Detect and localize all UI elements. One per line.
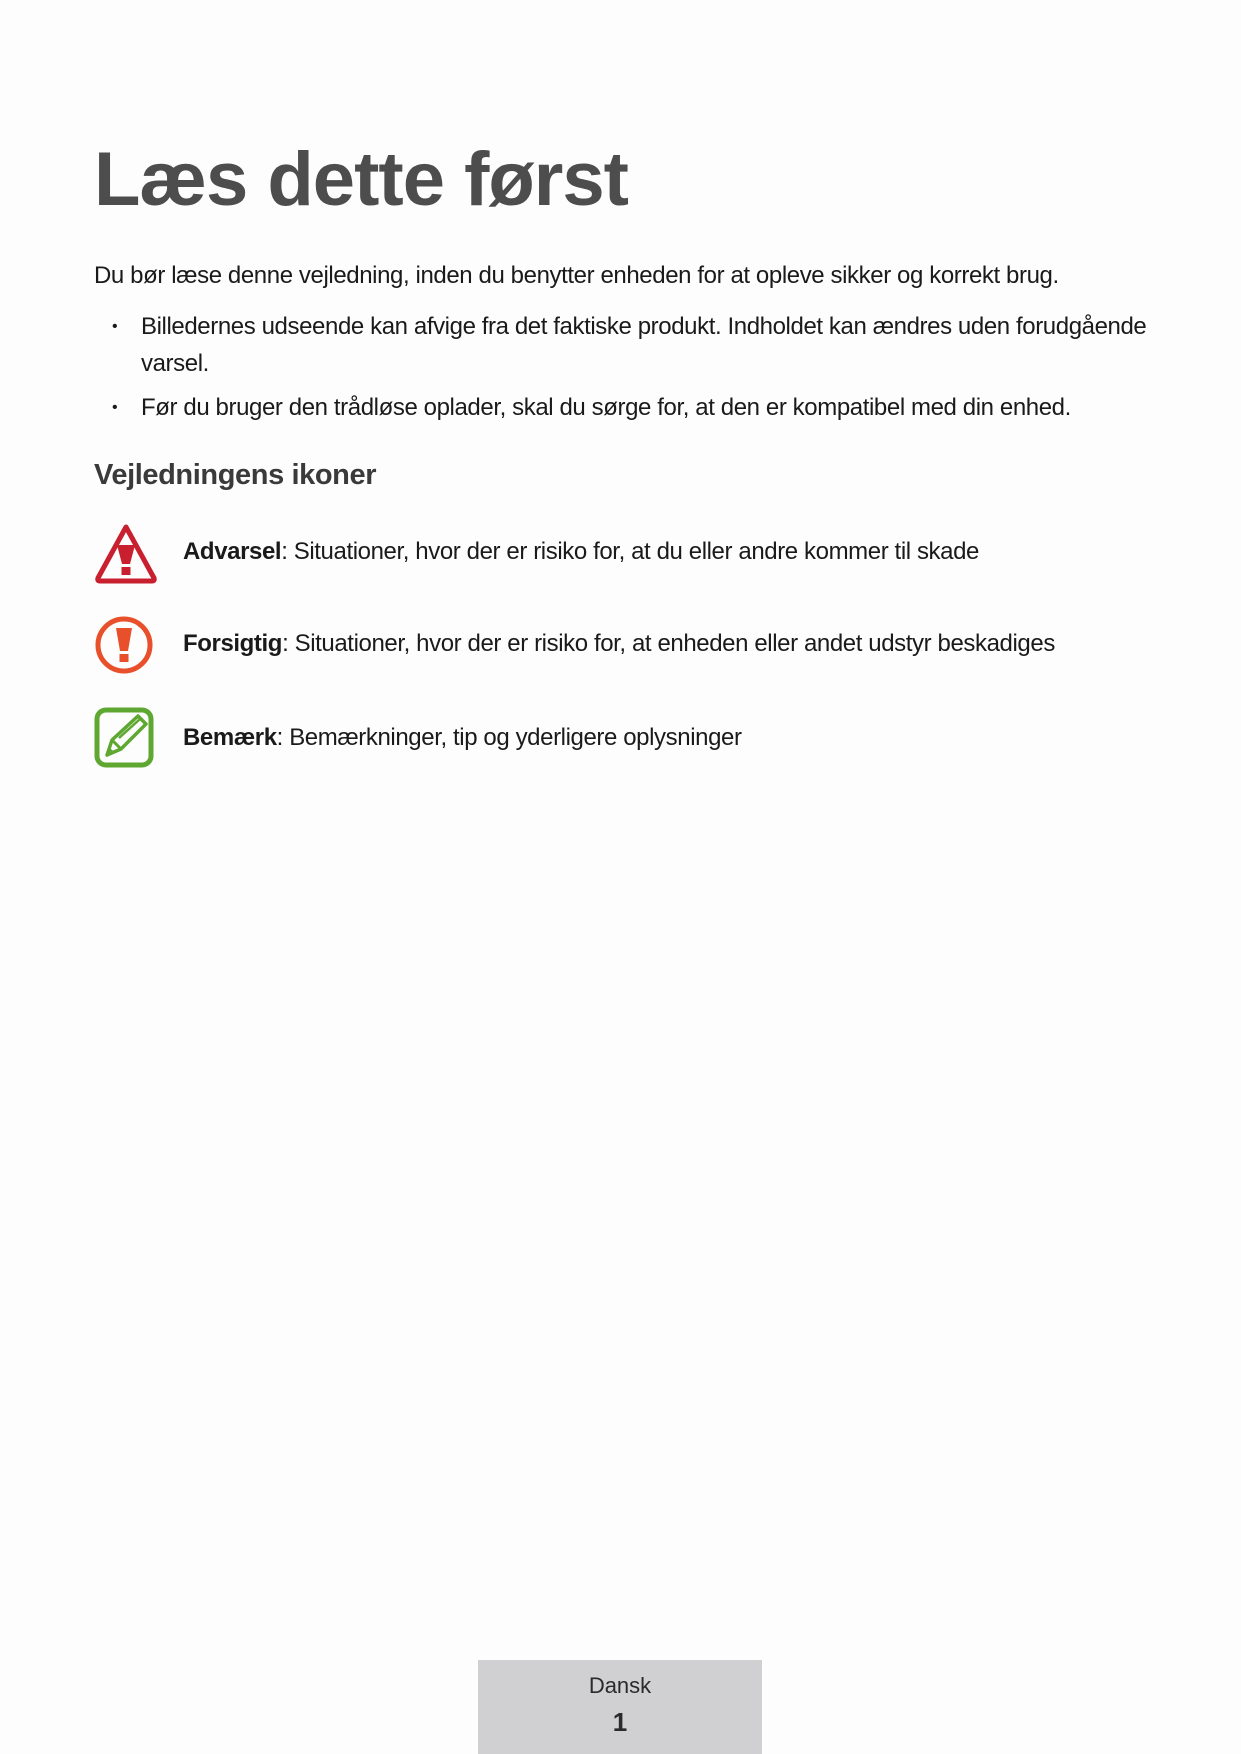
warning-triangle-icon [94, 522, 158, 586]
icon-label: Advarsel [183, 538, 282, 565]
caution-circle-icon [94, 613, 158, 677]
icon-text: : Bemærkninger, tip og yderligere oplysninger [276, 724, 742, 751]
icon-text: : Situationer, hvor der er risiko for, at enheden eller andet udstyr beskadiges [282, 630, 1055, 657]
icon-label: Forsigtig [183, 630, 283, 657]
icon-text: : Situationer, hvor der er risiko for, at du eller andre kommer til skade [281, 538, 979, 565]
page-title: Læs dette først [94, 137, 628, 222]
page-number: 1 [612, 1707, 628, 1737]
section-heading: Vejledningens ikoner [94, 459, 377, 491]
intro-text: Du bør læse denne vejledning, inden du benytter enheden for at opleve sikker og korrekt brug. [94, 262, 1059, 289]
icon-legend-note [94, 706, 1154, 770]
bullet-text: Billedernes udseende kan afvige fra det faktiske produkt. Indholdet kan ændres uden forudgående varsel. [141, 313, 1147, 377]
icon-description [183, 724, 742, 753]
icon-label: Bemærk [183, 724, 277, 751]
bullet-text: Før du bruger den trådløse oplader, skal du sørge for, at den er kompatibel med din enhed. [141, 394, 1071, 421]
icon-description [183, 538, 979, 567]
list-item [94, 389, 1154, 426]
list-item [94, 308, 1154, 382]
icon-description [183, 630, 1055, 659]
note-pen-icon [94, 706, 158, 770]
bullet-icon: • [112, 318, 118, 335]
page-footer [478, 1660, 762, 1754]
bullet-icon: • [112, 399, 118, 416]
icon-legend-caution [94, 613, 1154, 677]
icon-legend-warning [94, 522, 1154, 586]
bullet-list [94, 308, 1154, 433]
footer-language: Dansk [588, 1673, 652, 1698]
